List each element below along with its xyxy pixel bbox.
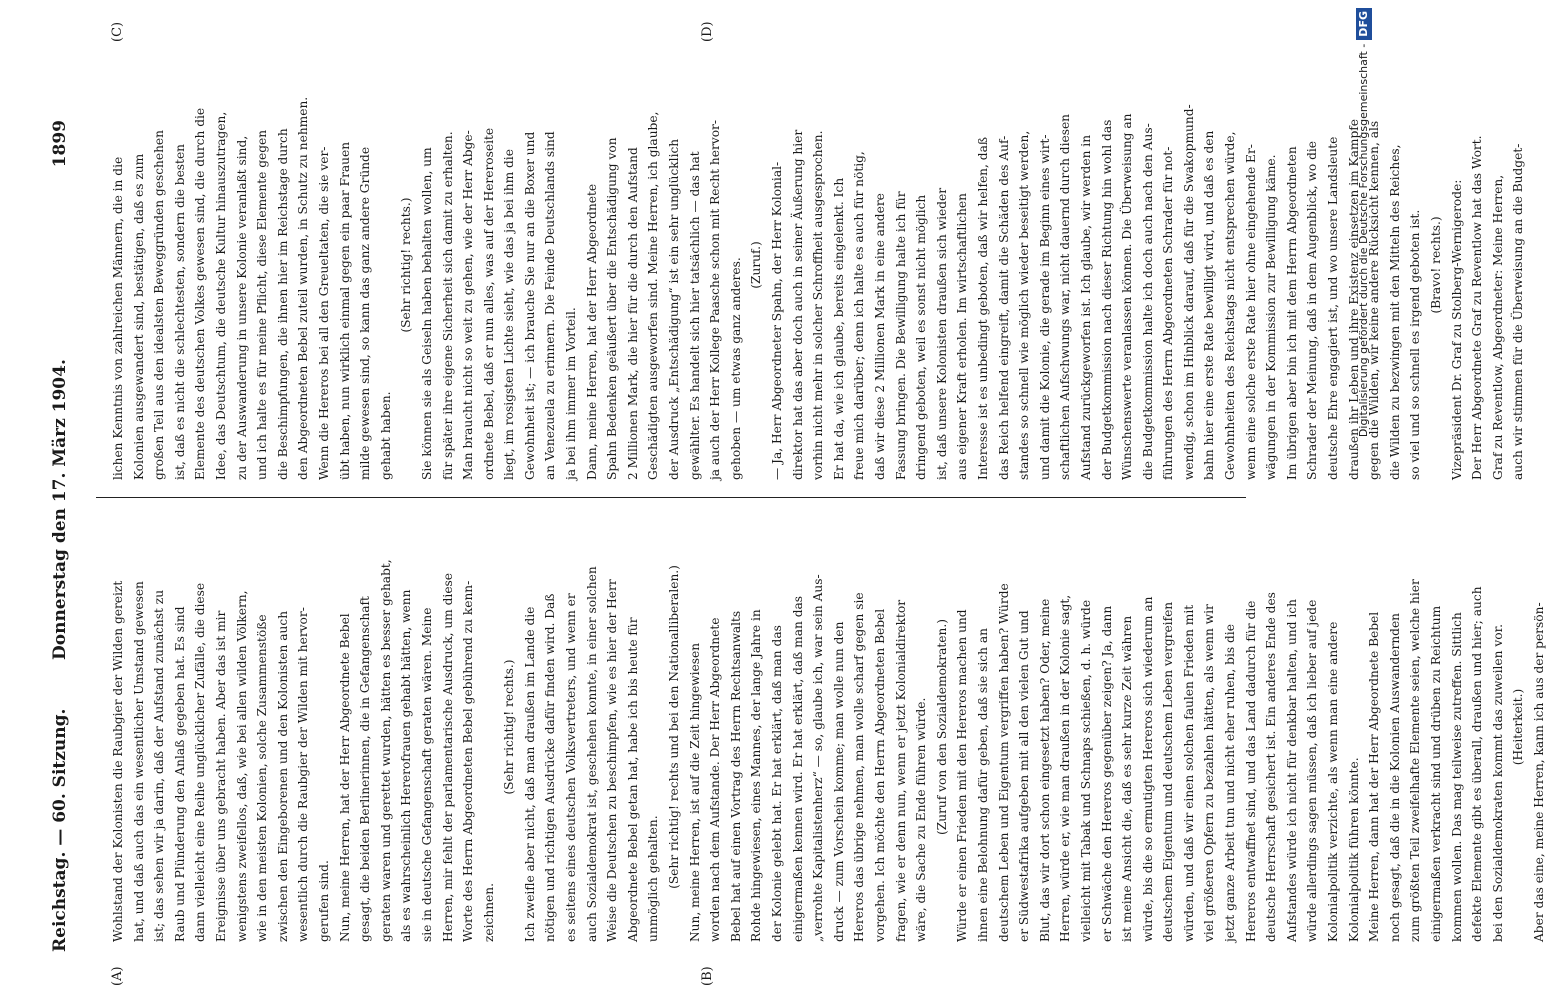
text-line: hat, und daß auch das ein wesentlicher Umstand gewesen	[131, 581, 146, 942]
text-line: Der Herr Abgeordnete Graf zu Reventlow hat das Wort.	[1470, 135, 1485, 480]
text-line: Fassung bringen. Die Bewilligung halte ich für	[893, 191, 908, 480]
text-line: Aufstand zurückgeworfen ist. Ich glaube, wir werden in	[1078, 134, 1093, 480]
text-line: großen Teil aus den idealsten Beweggründen geschehen	[152, 130, 167, 480]
text-line: Worte des Herrn Abgeordneten Bebel gebührend zu kenn-	[461, 580, 476, 942]
text-line: und ich halte es für meine Pflicht, diese Elemente gegen	[255, 129, 270, 480]
text-line: Man braucht nicht so weit zu gehen, wie der Herr Abge-	[461, 130, 476, 480]
text-line: zu der Auswanderung in unsere Kolonie veranlaßt sind,	[234, 135, 249, 480]
text-line: der Kolonie gelebt hat. Er hat erklärt, daß man das	[770, 625, 784, 942]
text-line: defekte Elemente gibt es überall, draußen und hier; auch	[1470, 586, 1485, 942]
text-line: einigermaßen verkracht sind und drüben zu Reichtum	[1429, 605, 1443, 942]
text-line: auch Sozialdemokrat ist, geschehen konnte, in einer solchen	[584, 566, 599, 942]
text-line: so viel und so schnell es irgend geboten ist.	[1408, 209, 1423, 480]
text-line: Aber das eine, meine Herren, kann ich aus der persön-	[1531, 602, 1546, 942]
text-line: gehabt haben.	[378, 391, 393, 480]
text-line: 2 Millionen Mark, die hier für die durch den Aufstand	[625, 147, 640, 480]
text-line: das Reich helfend eingreift, damit die Schäden des Auf-	[996, 135, 1011, 480]
text-line: sie in deutsche Gefangenschaft geraten wären. Meine	[419, 607, 434, 942]
text-line: deutschem Eigentum und deutschem Leben vergreifen	[1161, 601, 1176, 942]
text-line: Nun, meine Herren, hat der Herr Abgeordnete Bebel	[337, 613, 352, 942]
text-line: worden nach dem Aufstande. Der Herr Abgeordnete	[708, 617, 723, 942]
digitization-credit	[1352, 8, 1376, 992]
text-line: die Wilden zu bezwingen mit den Mitteln des Reiches,	[1387, 144, 1402, 480]
text-line: wenigstens zweifellos, daß, wie bei allen wilden Völkern,	[234, 590, 249, 942]
dfg-logo: DFG	[1356, 8, 1372, 40]
text-line: wesentlich durch die Raubgier der Wilden mit hervor-	[296, 607, 311, 942]
text-line: Schrader der Meinung, daß in dem Augenblick, wo die	[1305, 140, 1320, 480]
text-line: vorhin nicht mehr in solcher Schroffheit ausgesprochen.	[811, 130, 826, 480]
text-line: übt haben, nun wirklich einmal gegen ein paar Frauen	[337, 141, 352, 480]
text-line: (Heiterkeit.)	[1511, 688, 1526, 766]
text-line: (Bravo! rechts.)	[1429, 216, 1443, 314]
text-line: noch gesagt, daß die in die Kolonien Auswandernden	[1387, 612, 1402, 942]
text-line: Hereros entwaffnet sind, und das Land dadurch für die	[1243, 600, 1258, 942]
text-line: ist, daß es nicht die schlechtesten, sondern die besten	[172, 143, 187, 480]
text-line: zum größten Teil zweifelhafte Elemente seien, welche hier	[1408, 579, 1423, 942]
text-line: zwischen den Eingeborenen und den Kolonisten auch	[275, 610, 290, 942]
text-line: Aufstandes würde ich nicht für denkbar halten, und ich	[1284, 599, 1299, 942]
running-header-left: Reichstag. — 60. Sitzung.	[50, 708, 70, 952]
text-line: freue mich darüber; denn ich halte es auch für nötig,	[852, 151, 867, 480]
text-line: fragen, wie er denn nun, wenn er jetzt Kolonialdirektor	[893, 599, 908, 942]
text-line: — Ja, Herr Abgeordneter Spahn, der Herr Kolonial-	[770, 161, 784, 480]
text-line: unmöglich gehalten.	[646, 815, 661, 942]
text-line: würde, bis die so ermutigten Hereros sich wiederum an	[1140, 596, 1155, 942]
text-line: dringend geboten, weil es sonst nicht möglich	[914, 194, 929, 480]
text-line: liegt, im rosigsten Lichte sieht, wie das ja bei ihm die	[502, 149, 517, 480]
text-line: es seitens eines deutschen Volksvertreters, und wenn er	[564, 593, 579, 942]
margin-mark-c: (C)	[110, 21, 125, 42]
text-line: Hereros das übrige nehmen, man wolle scharf gegen sie	[852, 592, 867, 942]
text-line: er Schwäche den Hereros gegenüber zeigen? Ja, dann	[1099, 605, 1114, 942]
text-line: die Budgetkommission halte ich doch auch nach den Aus-	[1140, 123, 1155, 480]
text-line: kommen wollen. Das mag teilweise zutreffen. Sittlich	[1449, 612, 1464, 942]
text-line: Raub und Plünderung den Anlaß gegeben hat. Es sind	[172, 606, 187, 942]
text-line: einigermaßen kennen wird. Er hat erklärt, daß man das	[790, 595, 805, 942]
text-line: Geschädigten ausgeworfen sind. Meine Herren, ich glaube,	[646, 111, 661, 480]
text-line: Elemente des deutschen Volkes gewesen sind, die durch die	[193, 107, 208, 480]
text-line: draußen ihr Leben und ihre Existenz einsetzen im Kampfe	[1346, 119, 1361, 480]
text-line: der Budgetkommission nach dieser Richtung hin wohl das	[1099, 119, 1114, 480]
text-line: Herren, mir fehlt der parlamentarische Ausdruck, um diese	[440, 573, 455, 942]
text-line: Gewohnheiten des Reichstags nicht entsprechen würde,	[1223, 131, 1238, 480]
text-line: ja auch der Herr Kollege Paasche schon mit Recht hervor-	[708, 120, 723, 480]
text-line: milde gewesen sind, so kann das ganz andere Gründe	[358, 146, 373, 480]
text-line: Wenn die Hereros bei all den Greueltaten, die sie ver-	[316, 146, 331, 480]
text-line: gegen die Wilden, wir keine andere Rücksicht kennen, als	[1367, 120, 1382, 480]
text-line: Spahn Bedenken geäußert über die Entschädigung von	[605, 137, 620, 480]
text-line: Wohlstand der Kolonisten die Raubgier der Wilden gereizt	[111, 580, 125, 942]
text-line: der Ausdruck „Entschädigung“ ist ein sehr unglücklich	[667, 138, 682, 480]
text-line: Idee, das Deutschtum, die deutsche Kultur hinauszutragen,	[213, 111, 228, 480]
text-line: nötigen und richtigen Ausdrücke dafür finden wird. Daß	[543, 593, 558, 942]
margin-mark-a: (A)	[110, 966, 125, 986]
text-line: (Zuruf.)	[749, 241, 764, 289]
column-divider	[96, 497, 1246, 498]
text-line: wendig, schon im Hinblick darauf, daß für die Swakopmund-	[1181, 104, 1196, 480]
text-line: ist meine Ansicht die, daß es sehr kurze Zeit währen	[1120, 615, 1135, 942]
text-line: ist, daß unsere Kolonisten draußen sich wieder	[934, 187, 949, 480]
text-line: Würde er einen Frieden mit den Hereros machen und	[955, 609, 970, 942]
text-line: ist; das sehen wir ja darin, daß der Aufstand zunächst zu	[152, 589, 167, 942]
page-number: 1899	[50, 120, 70, 168]
text-line: (Sehr richtig! rechts.)	[502, 659, 517, 795]
margin-mark-d: (D)	[700, 21, 715, 42]
text-line: wie in den meisten Kolonien, solche Zusammenstöße	[255, 614, 270, 942]
text-line: den Abgeordneten Bebel zuteil wurden, in Schutz zu nehmen.	[296, 96, 311, 480]
text-line: Weise die Deutschen zu beschimpfen, wie es hier der Herr	[605, 579, 620, 942]
running-header-date: Donnerstag den 17. März 1904.	[50, 359, 70, 660]
left-text-column	[108, 512, 1546, 942]
text-line: Vizepräsident Dr. Graf zu Stolberg-Wernigerode:	[1449, 179, 1464, 480]
text-line: deutsche Herrschaft gesichert ist. Ein anderes Ende des	[1264, 592, 1279, 942]
text-line: auch wir stimmen für die Überweisung an die Budget-	[1511, 143, 1526, 480]
text-line: Dann, meine Herren, hat der Herr Abgeordnete	[584, 183, 599, 480]
text-line: „verrohte Kapitalistenherz“ — so, glaube ich, war sein Aus-	[811, 574, 826, 942]
text-line: Gewohnheit ist; — ich brauche Sie nur an die Boxer und	[522, 131, 537, 480]
text-line: Meine Herren, dann hat der Herr Abgeordnete Bebel	[1367, 611, 1382, 942]
text-line: wäre, die Sache zu Ende führen würde.	[914, 697, 929, 942]
text-line: Kolonialpolitik führen könnte.	[1346, 757, 1361, 942]
text-line: als es wahrscheinlich Hererofrauen gehabt hätten, wenn	[399, 589, 414, 942]
text-line: lichen Kenntnis von zahlreichen Männern, die in die	[111, 156, 125, 480]
text-line: druck — zum Vorschein komme; man wolle nun den	[831, 621, 846, 942]
text-line: Interesse ist es unbedingt geboten, daß wir helfen, daß	[975, 137, 990, 480]
text-line: würden, und daß wir einen solchen faulen Frieden mit	[1181, 604, 1196, 942]
text-line: bei den Sozialdemokraten kommt das zuweilen vor.	[1490, 624, 1505, 942]
text-line: wägungen in der Kommission zur Bewilligung käme.	[1264, 154, 1279, 480]
text-line: bahn hier eine erste Rate bewilligt wird, und daß es den	[1202, 130, 1217, 480]
text-line: an Venezuela zu erinnern. Die Feinde Deutschlands sind	[543, 131, 558, 480]
text-line: gewählter. Es handelt sich hier tatsächlich — das hat	[687, 151, 702, 480]
text-line: vielleicht mit Tabak und Schnaps schießen, d. h. würde	[1078, 599, 1093, 942]
text-line: standes so schnell wie möglich wieder beseitigt werden,	[1017, 130, 1032, 480]
text-line: zeichnen.	[481, 883, 496, 942]
text-line: viel größeren Opfern zu bezahlen hätten, als wenn wir	[1202, 604, 1217, 942]
text-line: schaftlichen Aufschwungs war, nicht dauernd durch diesen	[1058, 113, 1073, 480]
text-line: Kolonialpolitik verzichte, als wenn man eine andere	[1326, 621, 1341, 942]
text-line: Ereignisse über uns gebracht haben. Aber das ist mir	[213, 610, 228, 942]
text-line: (Sehr richtig! rechts und bei den Nationalliberalen.)	[667, 565, 682, 889]
text-line: Er hat da, wie ich glaube, bereits eingelenkt. Ich	[831, 177, 846, 480]
text-line: Herren, würde er, wie man draußen in der Kolonie sagt,	[1058, 594, 1073, 942]
text-line: Wünschenswerte veranlassen können. Die Überweisung an	[1120, 113, 1135, 480]
text-line: Abgeordnete Bebel getan hat, habe ich bis heute für	[625, 617, 640, 942]
text-line: direktor hat das aber doch auch in seiner Äußerung hier	[790, 129, 805, 480]
text-line: daß wir diese 2 Millionen Mark in eine andere	[872, 193, 887, 480]
text-line: gerufen sind.	[316, 860, 331, 942]
text-line: Rohde hingewiesen, eines Mannes, der lange Jahre in	[749, 609, 764, 942]
text-line: wenn eine solche erste Rate hier ohne eingehende Er-	[1243, 144, 1258, 480]
margin-mark-b: (B)	[700, 966, 715, 986]
text-line: dann vielleicht eine Reihe unglücklicher Zufälle, die diese	[193, 582, 208, 942]
text-line: Im übrigen aber bin ich mit dem Herrn Abgeordneten	[1284, 146, 1299, 480]
text-line: geraten waren und gerettet wurden, hätten es besser gehabt,	[378, 559, 393, 942]
text-line: ihnen eine Belohnung dafür geben, daß sie sich an	[975, 628, 990, 942]
text-line: aus eigener Kraft erholen. Im wirtschaftlichen	[955, 193, 970, 480]
text-line: Bebel hat auf einen Vortrag des Herrn Rechtsanwalts	[728, 610, 743, 942]
text-line: vorgehen. Ich möchte den Herrn Abgeordneten Bebel	[872, 608, 887, 942]
text-line: führungen des Herrn Abgeordneten Schrader für not-	[1161, 146, 1176, 480]
text-line: Sie können sie als Geiseln haben behalten wollen, um	[419, 147, 434, 480]
text-line: ja bei ihm immer im Vorteil.	[564, 307, 579, 480]
text-line: deutsche Ehre engagiert ist, und wo unsere Landsleute	[1326, 136, 1341, 480]
text-line: gehoben — um etwas ganz anderes.	[728, 257, 743, 480]
text-line: Graf zu Reventlow, Abgeordneter: Meine Herren,	[1490, 174, 1505, 480]
text-line: die Beschimpfungen, die ihnen hier im Reichstage durch	[275, 128, 290, 480]
text-line: Ich zweifle aber nicht, daß man draußen im Lande die	[522, 606, 537, 942]
text-line: Kolonien ausgewandert sind, bestätigen, daß es zum	[131, 153, 146, 480]
text-line: für später ihre eigene Sicherheit sich damit zu erhalten.	[440, 131, 455, 480]
text-line: würde allerdings sagen müssen, daß ich lieber auf jede	[1305, 599, 1320, 942]
text-line: (Sehr richtig! rechts.)	[399, 197, 414, 333]
text-line: gesagt, die beiden Berlinerinnen, die in Gefangenschaft	[358, 596, 373, 942]
text-line: ordnete Bebel, daß er nun alles, was auf der Hereroseite	[481, 127, 496, 480]
text-line: jetzt ganze Arbeit tun und nicht eher ruhen, bis die	[1223, 624, 1238, 942]
text-line: Nun, meine Herren, ist auf die Zeit hingewiesen	[687, 642, 702, 942]
text-line: deutschem Leben und Eigentum vergriffen haben? Würde	[996, 583, 1011, 942]
text-line: und damit die Kolonie, die gerade im Beginn eines wirt-	[1037, 134, 1052, 480]
text-line: er Südwestafrika aufgeben mit all den vielen Gut und	[1017, 610, 1032, 942]
text-line: Blut, das wir dort schon eingesetzt haben? Oder, meine	[1037, 598, 1052, 942]
credit-text: Digitalisierung gefördert durch die Deutsche Forschungsgemeinschaft -	[1357, 43, 1370, 438]
text-line: (Zuruf von den Sozialdemokraten.)	[934, 619, 949, 835]
